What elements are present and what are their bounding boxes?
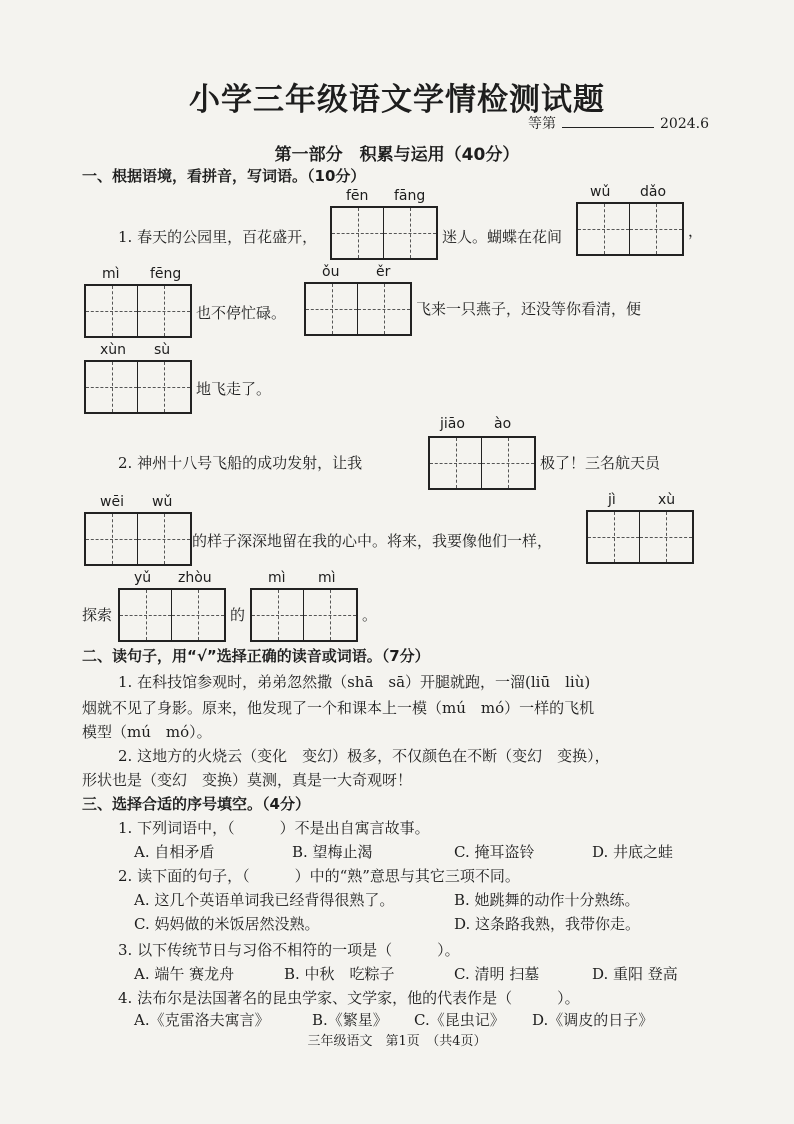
answer-grid-mimi[interactable] xyxy=(250,588,358,642)
q1-text-f: 地飞走了。 xyxy=(196,380,272,398)
pinyin-jiao: jiāo xyxy=(440,416,465,432)
pinyin-wei: wēi xyxy=(100,494,124,510)
q1-text-d: 也不停忙碌。 xyxy=(196,304,287,322)
q2-text-d: 探索 xyxy=(82,606,113,624)
q3-option-a: A. 端午 赛龙舟 xyxy=(134,965,235,983)
part-heading: 第一部分 积累与运用（40分） xyxy=(274,145,520,165)
q2-text-e: 的 xyxy=(230,606,246,624)
q2-text-b: 极了！三名航天员 xyxy=(540,454,661,472)
q2-option-a: A. 这几个英语单词我已经背得很熟了。 xyxy=(134,891,395,909)
pinyin-ji: jì xyxy=(608,492,616,508)
q1-text-e: 飞来一只燕子，还没等你看清，便 xyxy=(416,300,642,318)
grade-blank[interactable] xyxy=(562,115,654,128)
pinyin-wu2: wǔ xyxy=(152,494,173,510)
answer-grid-weiwu[interactable] xyxy=(84,512,192,566)
q1-option-c: C. 掩耳盗铃 xyxy=(454,843,535,861)
section1-heading: 一、根据语境，看拼音，写词语。（10分） xyxy=(82,167,366,185)
section3-q2: 2. 读下面的句子，（ ）中的“熟”意思与其它三项不同。 xyxy=(118,867,520,885)
section3-q4: 4. 法布尔是法国著名的昆虫学家、文学家，他的代表作是（ ）。 xyxy=(118,989,580,1007)
q4-option-b: B.《繁星》 xyxy=(312,1011,388,1029)
q1-option-d: D. 井底之蛙 xyxy=(592,843,674,861)
q2-option-c: C. 妈妈做的米饭居然没熟。 xyxy=(134,915,320,933)
answer-grid-jixu[interactable] xyxy=(586,510,694,564)
section2-heading: 二、读句子，用“√”选择正确的读音或词语。（7分） xyxy=(82,647,430,665)
answer-grid-jiaoao[interactable] xyxy=(428,436,536,490)
exam-date: 2024.6 xyxy=(660,116,709,132)
page-title: 小学三年级语文学情检测试题 xyxy=(189,82,605,118)
grade-label: 等第 xyxy=(528,116,556,132)
section2-line-5: 形状也是（变幻 变换）莫测，真是一大奇观呀！ xyxy=(82,771,413,789)
q1-option-b: B. 望梅止渴 xyxy=(292,843,373,861)
q2-text-a: 2. 神州十八号飞船的成功发射，让我 xyxy=(118,454,363,472)
answer-grid-fenfang[interactable] xyxy=(330,206,438,260)
q1-option-a: A. 自相矛盾 xyxy=(134,843,215,861)
pinyin-yu: yǔ xyxy=(134,570,152,586)
q1-text-b: 迷人。蝴蝶在花间 xyxy=(442,228,563,246)
pinyin-mi: mì xyxy=(102,266,120,282)
pinyin-fang: fāng xyxy=(394,188,426,204)
page-footer: 三年级语文 第1页 （共4页） xyxy=(307,1034,487,1049)
answer-grid-xunsu[interactable] xyxy=(84,360,192,414)
pinyin-ou: ǒu xyxy=(322,264,340,280)
section3-q3: 3. 以下传统节日与习俗不相符的一项是（ ）。 xyxy=(118,941,460,959)
q1-text-c: ， xyxy=(688,222,704,240)
grade-date-line xyxy=(528,113,709,133)
pinyin-er: ěr xyxy=(376,264,391,280)
pinyin-fen: fēn xyxy=(346,188,369,204)
section2-line-3: 模型（mú mó）。 xyxy=(82,723,212,741)
q3-option-d: D. 重阳 登高 xyxy=(592,965,678,983)
pinyin-xun: xùn xyxy=(100,342,127,358)
q3-option-c: C. 清明 扫墓 xyxy=(454,965,540,983)
q1-text-a: 1. 春天的公园里，百花盛开， xyxy=(118,228,318,246)
pinyin-zhou: zhòu xyxy=(178,570,212,586)
pinyin-wu: wǔ xyxy=(590,184,611,200)
section3-q1: 1. 下列词语中，（ ）不是出自寓言故事。 xyxy=(118,819,430,837)
q4-option-c: C.《昆虫记》 xyxy=(414,1011,505,1029)
q3-option-b: B. 中秋 吃粽子 xyxy=(284,965,395,983)
pinyin-ao: ào xyxy=(494,416,512,432)
section2-line-4: 2. 这地方的火烧云（变化 变幻）极多，不仅颜色在不断（变幻 变换）， xyxy=(118,747,610,765)
q2-text-f: 。 xyxy=(362,606,378,624)
answer-grid-ouer[interactable] xyxy=(304,282,412,336)
q2-option-b: B. 她跳舞的动作十分熟练。 xyxy=(454,891,640,909)
q2-option-d: D. 这条路我熟，我带你走。 xyxy=(454,915,641,933)
q4-option-a: A.《克雷洛夫寓言》 xyxy=(134,1011,270,1029)
answer-grid-wudao[interactable] xyxy=(576,202,684,256)
pinyin-mi3: mì xyxy=(318,570,336,586)
pinyin-mi2: mì xyxy=(268,570,286,586)
pinyin-dao: dǎo xyxy=(640,184,667,200)
answer-grid-yuzhou[interactable] xyxy=(118,588,226,642)
pinyin-feng: fēng xyxy=(150,266,182,282)
pinyin-xu: xù xyxy=(658,492,676,508)
q4-option-d: D.《调皮的日子》 xyxy=(532,1011,654,1029)
section3-heading: 三、选择合适的序号填空。（4分） xyxy=(82,795,310,813)
section2-line-1: 1. 在科技馆参观时，弟弟忽然撒（shā sā）开腿就跑，一溜(liū liù) xyxy=(118,673,591,691)
section2-line-2: 烟就不见了身影。原来，他发现了一个和课本上一模（mú mó）一样的飞机 xyxy=(82,699,595,717)
answer-grid-mifeng[interactable] xyxy=(84,284,192,338)
q2-text-c: 的样子深深地留在我的心中。将来，我要像他们一样， xyxy=(192,532,553,550)
pinyin-su: sù xyxy=(154,342,171,358)
